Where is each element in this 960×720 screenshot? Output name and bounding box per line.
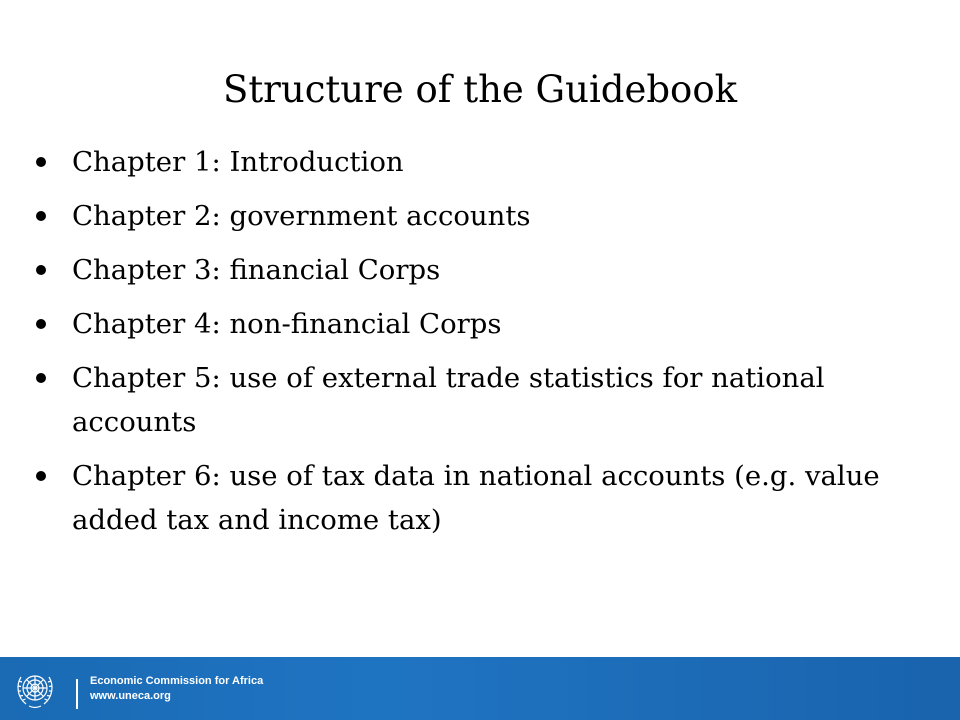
bullet-text: Chapter 6: use of tax data in national accounts (e.g. value added tax and income tax) bbox=[72, 460, 880, 536]
bullet-list bbox=[36, 140, 936, 552]
footer-bar bbox=[0, 657, 960, 720]
footer-divider bbox=[76, 679, 78, 709]
bullet-dot-icon bbox=[36, 319, 46, 329]
bullet-dot-icon bbox=[36, 211, 46, 221]
bullet-dot-icon bbox=[36, 157, 46, 167]
list-item bbox=[36, 454, 936, 542]
slide-title: Structure of the Guidebook bbox=[222, 68, 738, 111]
list-item bbox=[36, 356, 936, 444]
bullet-text: Chapter 2: government accounts bbox=[72, 200, 531, 232]
list-item bbox=[36, 194, 936, 238]
footer-organization: Economic Commission for Africa bbox=[90, 675, 264, 687]
bullet-text: Chapter 3: financial Corps bbox=[72, 254, 441, 286]
bullet-text: Chapter 4: non-financial Corps bbox=[72, 308, 502, 340]
list-item bbox=[36, 248, 936, 292]
bullet-dot-icon bbox=[36, 471, 46, 481]
bullet-dot-icon bbox=[36, 373, 46, 383]
list-item bbox=[36, 302, 936, 346]
bullet-dot-icon bbox=[36, 265, 46, 275]
footer-website-link[interactable]: www.uneca.org bbox=[90, 690, 171, 702]
list-item bbox=[36, 140, 936, 184]
bullet-text: Chapter 1: Introduction bbox=[72, 146, 404, 178]
bullet-text: Chapter 5: use of external trade statistics for national accounts bbox=[72, 362, 825, 438]
un-emblem-icon bbox=[12, 667, 58, 713]
